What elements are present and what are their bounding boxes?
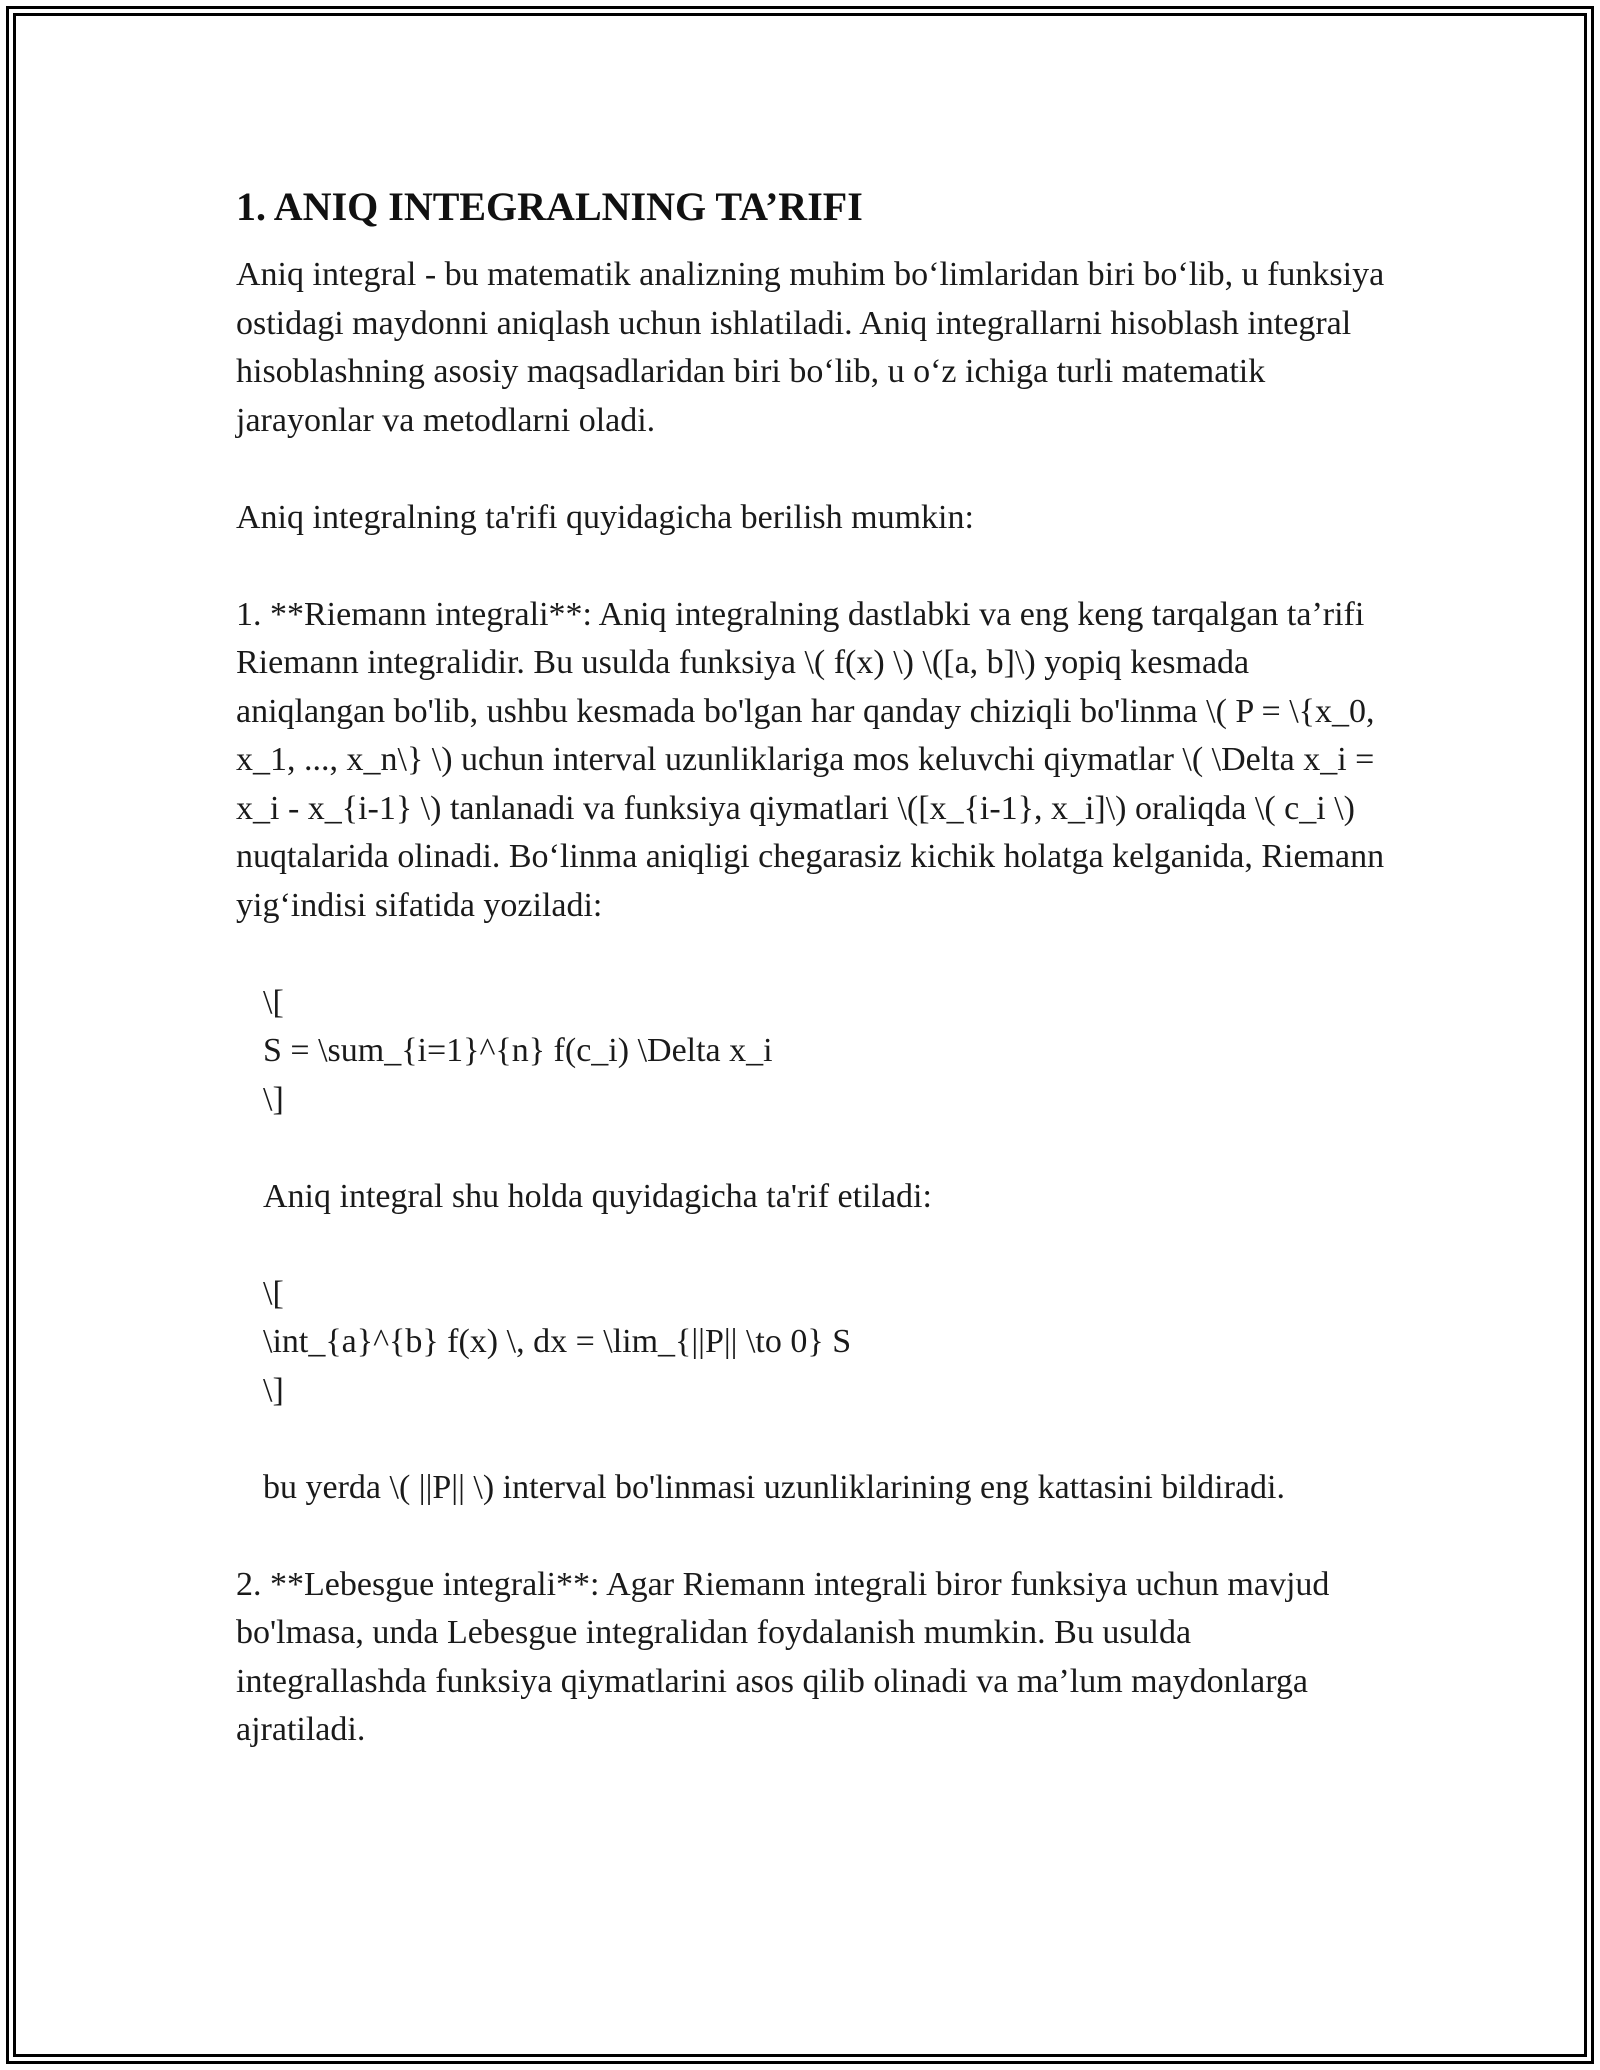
document-body bbox=[236, 183, 1386, 1755]
spacer bbox=[236, 1512, 1386, 1561]
spacer bbox=[236, 930, 1386, 979]
formula-close-delimiter: \] bbox=[263, 1080, 284, 1118]
formula-body: \int_{a}^{b} f(x) \, dx = \lim_{||P|| \to 0} S bbox=[263, 1323, 852, 1360]
formula-body: S = \sum_{i=1}^{n} f(c_i) \Delta x_i bbox=[263, 1032, 773, 1069]
riemann-paragraph: 1. **Riemann integrali**: Aniq integralning dastlabki va eng keng tarqalgan ta’rifi Riemann integralidir. Bu usulda funksiya \( f(x) \) \([a, b]\) yopiq kesmada aniqlangan bo'lib, ushbu kesmada bo'lgan har qanday chiziqli bo'linma \( P = \{x_0, x_1, ..., x_n\} \) uchun interval uzunliklariga mos keluvchi qiymatlar \( \Delta x_i = x_i - x_{i-1} \) tanlanadi va funksiya qiymatlari \([x_{i-1}, x_i]\) oraliqda \( c_i \) nuqtalarida olinadi. Bo‘linma aniqligi chegarasiz kichik holatga kelganida, Riemann yig‘indisi sifatida yoziladi: bbox=[236, 595, 1385, 924]
spacer bbox=[236, 445, 1386, 494]
integral-lead-paragraph: Aniq integral shu holda quyidagicha ta'rif etiladi: bbox=[263, 1177, 932, 1215]
definite-integral-formula bbox=[236, 1270, 1386, 1416]
section-heading: 1. ANIQ INTEGRALNING TA’RIFI bbox=[236, 184, 863, 229]
riemann-sum-formula bbox=[236, 979, 1386, 1125]
formula-close-delimiter: \] bbox=[263, 1371, 284, 1409]
definition-lead-paragraph: Aniq integralning ta'rifi quyidagicha berilish mumkin: bbox=[236, 498, 974, 536]
spacer bbox=[236, 1415, 1386, 1464]
lebesgue-paragraph: 2. **Lebesgue integrali**: Agar Riemann integrali biror funksiya uchun mavjud bo'lmasa, unda Lebesgue integralidan foydalanish mumkin. Bu usulda integrallashda funksiya qiymatlarini asos qilib olinadi va ma’lum maydonlarga ajratiladi. bbox=[236, 1565, 1330, 1748]
norm-note-paragraph: bu yerda \( ||P|| \) interval bo'linmasi uzunliklarining eng kattasini bildiradi. bbox=[263, 1468, 1285, 1506]
intro-paragraph: Aniq integral - bu matematik analizning muhim bo‘limlaridan biri bo‘lib, u funksiya ostidagi maydonni aniqlash uchun ishlatiladi. Aniq integrallarni hisoblash integral hisoblashning asosiy maqsadlaridan biri bo‘lib, u o‘z ichiga turli matematik jarayonlar va metodlarni oladi. bbox=[236, 256, 1385, 439]
formula-open-delimiter: \[ bbox=[263, 983, 284, 1021]
formula-open-delimiter: \[ bbox=[263, 1274, 284, 1312]
spacer bbox=[236, 1124, 1386, 1173]
spacer bbox=[236, 542, 1386, 591]
spacer bbox=[236, 1221, 1386, 1270]
